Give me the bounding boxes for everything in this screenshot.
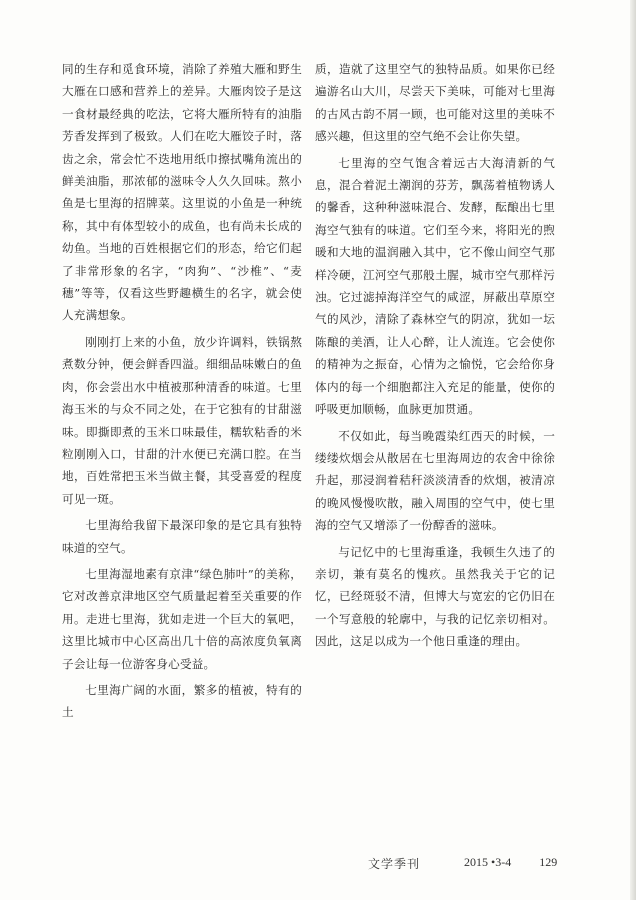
page-footer xyxy=(368,855,557,872)
paragraph: 同的生存和觅食环境，消除了养殖大雁和野生大雁在口感和营养上的差异。大雁肉饺子是这一食材最经典的吃法，它将大雁所特有的油脂芳香发挥到了极致。人们在吃大雁饺子时，落齿之余，常会忙不迭地用纸巾擦拭嘴角流出的鲜美油脂，那浓郁的滋味令人久久回味。熬小鱼是七里海的招牌菜。这里说的小鱼是一种统称，其中有体型较小的成鱼，也有尚未长成的幼鱼。当地的百姓根据它们的形态，给它们起了非常形象的名字，“肉狗”、“沙椎”、“麦穗”等等，仅看这些野趣横生的名字，就会使人充满想象。 xyxy=(62,62,302,323)
left-text-column xyxy=(62,58,302,728)
paragraph: 质，造就了这里空气的独特品质。如果你已经遍游名山大川，尽尝天下美味，可能对七里海的古风古韵不屑一顾，也可能对这里的美味不感兴趣，但这里的空气绝不会让你失望。 xyxy=(315,62,555,144)
page-number: 129 xyxy=(539,855,558,869)
paragraph: 七里海湿地素有京津“绿色肺叶”的美称，它对改善京津地区空气质量起着至关重要的作用。走进七里海，犹如走进一个巨大的氧吧，这里比城市中心区高出几十倍的高浓度负氧离子会让每一位游客身心受益。 xyxy=(62,566,302,671)
paragraph: 与记忆中的七里海重逢，我顿生久违了的亲切，兼有莫名的愧疚。虽然我关于它的记忆，已经斑驳不清，但博大与宽宏的它仍旧在一个写意般的轮廓中，与我的记忆亲切相对。因此，这足以成为一个他日重逢的理由。 xyxy=(315,544,555,649)
page-edge xyxy=(630,0,636,900)
paragraph: 刚刚打上来的小鱼，放少许调料，铁锅熬煮数分钟，便会鲜香四溢。细细品味嫩白的鱼肉，你会尝出水中植被那种清香的味道。七里海玉米的与众不同之处，在于它独有的甘甜滋味。即撕即煮的玉米口味最佳，糯软粘香的米粒刚刚入口，甘甜的汁水便已充满口腔。在当地，百姓常把玉米当做主餐，其受喜爱的程度可见一斑。 xyxy=(62,334,302,506)
issue-number: 2015 •3-4 xyxy=(464,855,512,869)
right-text-column xyxy=(315,58,555,657)
paragraph: 七里海的空气饱含着远古大海清新的气息，混合着泥土潮润的芬芳，飘荡着植物诱人的馨香，这种种滋味混合、发酵，酝酿出七里海空气独有的味道。它们至今来，将阳光的煦暖和大地的温润融入其中，它不像山间空气那样冷硬，江河空气那般土腥，城市空气那样污浊。它过滤掉海洋空气的咸涩，屏蔽出草原空气的风沙，清除了森林空气的阴凉，犹如一坛陈酿的美酒，让人心醉，让人流连。它会使你的精神为之振奋，心情为之愉悦，它会给你身体内的每一个细胞都注入充足的能量，使你的呼吸更加顺畅，血脉更加贯通。 xyxy=(315,155,555,417)
journal-name: 文学季刊 xyxy=(368,857,421,871)
paragraph: 七里海广阔的水面，繁多的植被，特有的土 xyxy=(62,682,302,720)
paragraph: 七里海给我留下最深印象的是它具有独特味道的空气。 xyxy=(62,518,302,555)
paragraph: 不仅如此，每当晚霞染红西天的时候，一缕缕炊烟会从散居在七里海周边的农舍中徐徐升起，那浸润着秸秆淡淡清香的炊烟，被清凉的晚风慢慢吹散，融入周围的空气中，使七里海的空气又增添了一份醇香的滋味。 xyxy=(315,428,555,533)
